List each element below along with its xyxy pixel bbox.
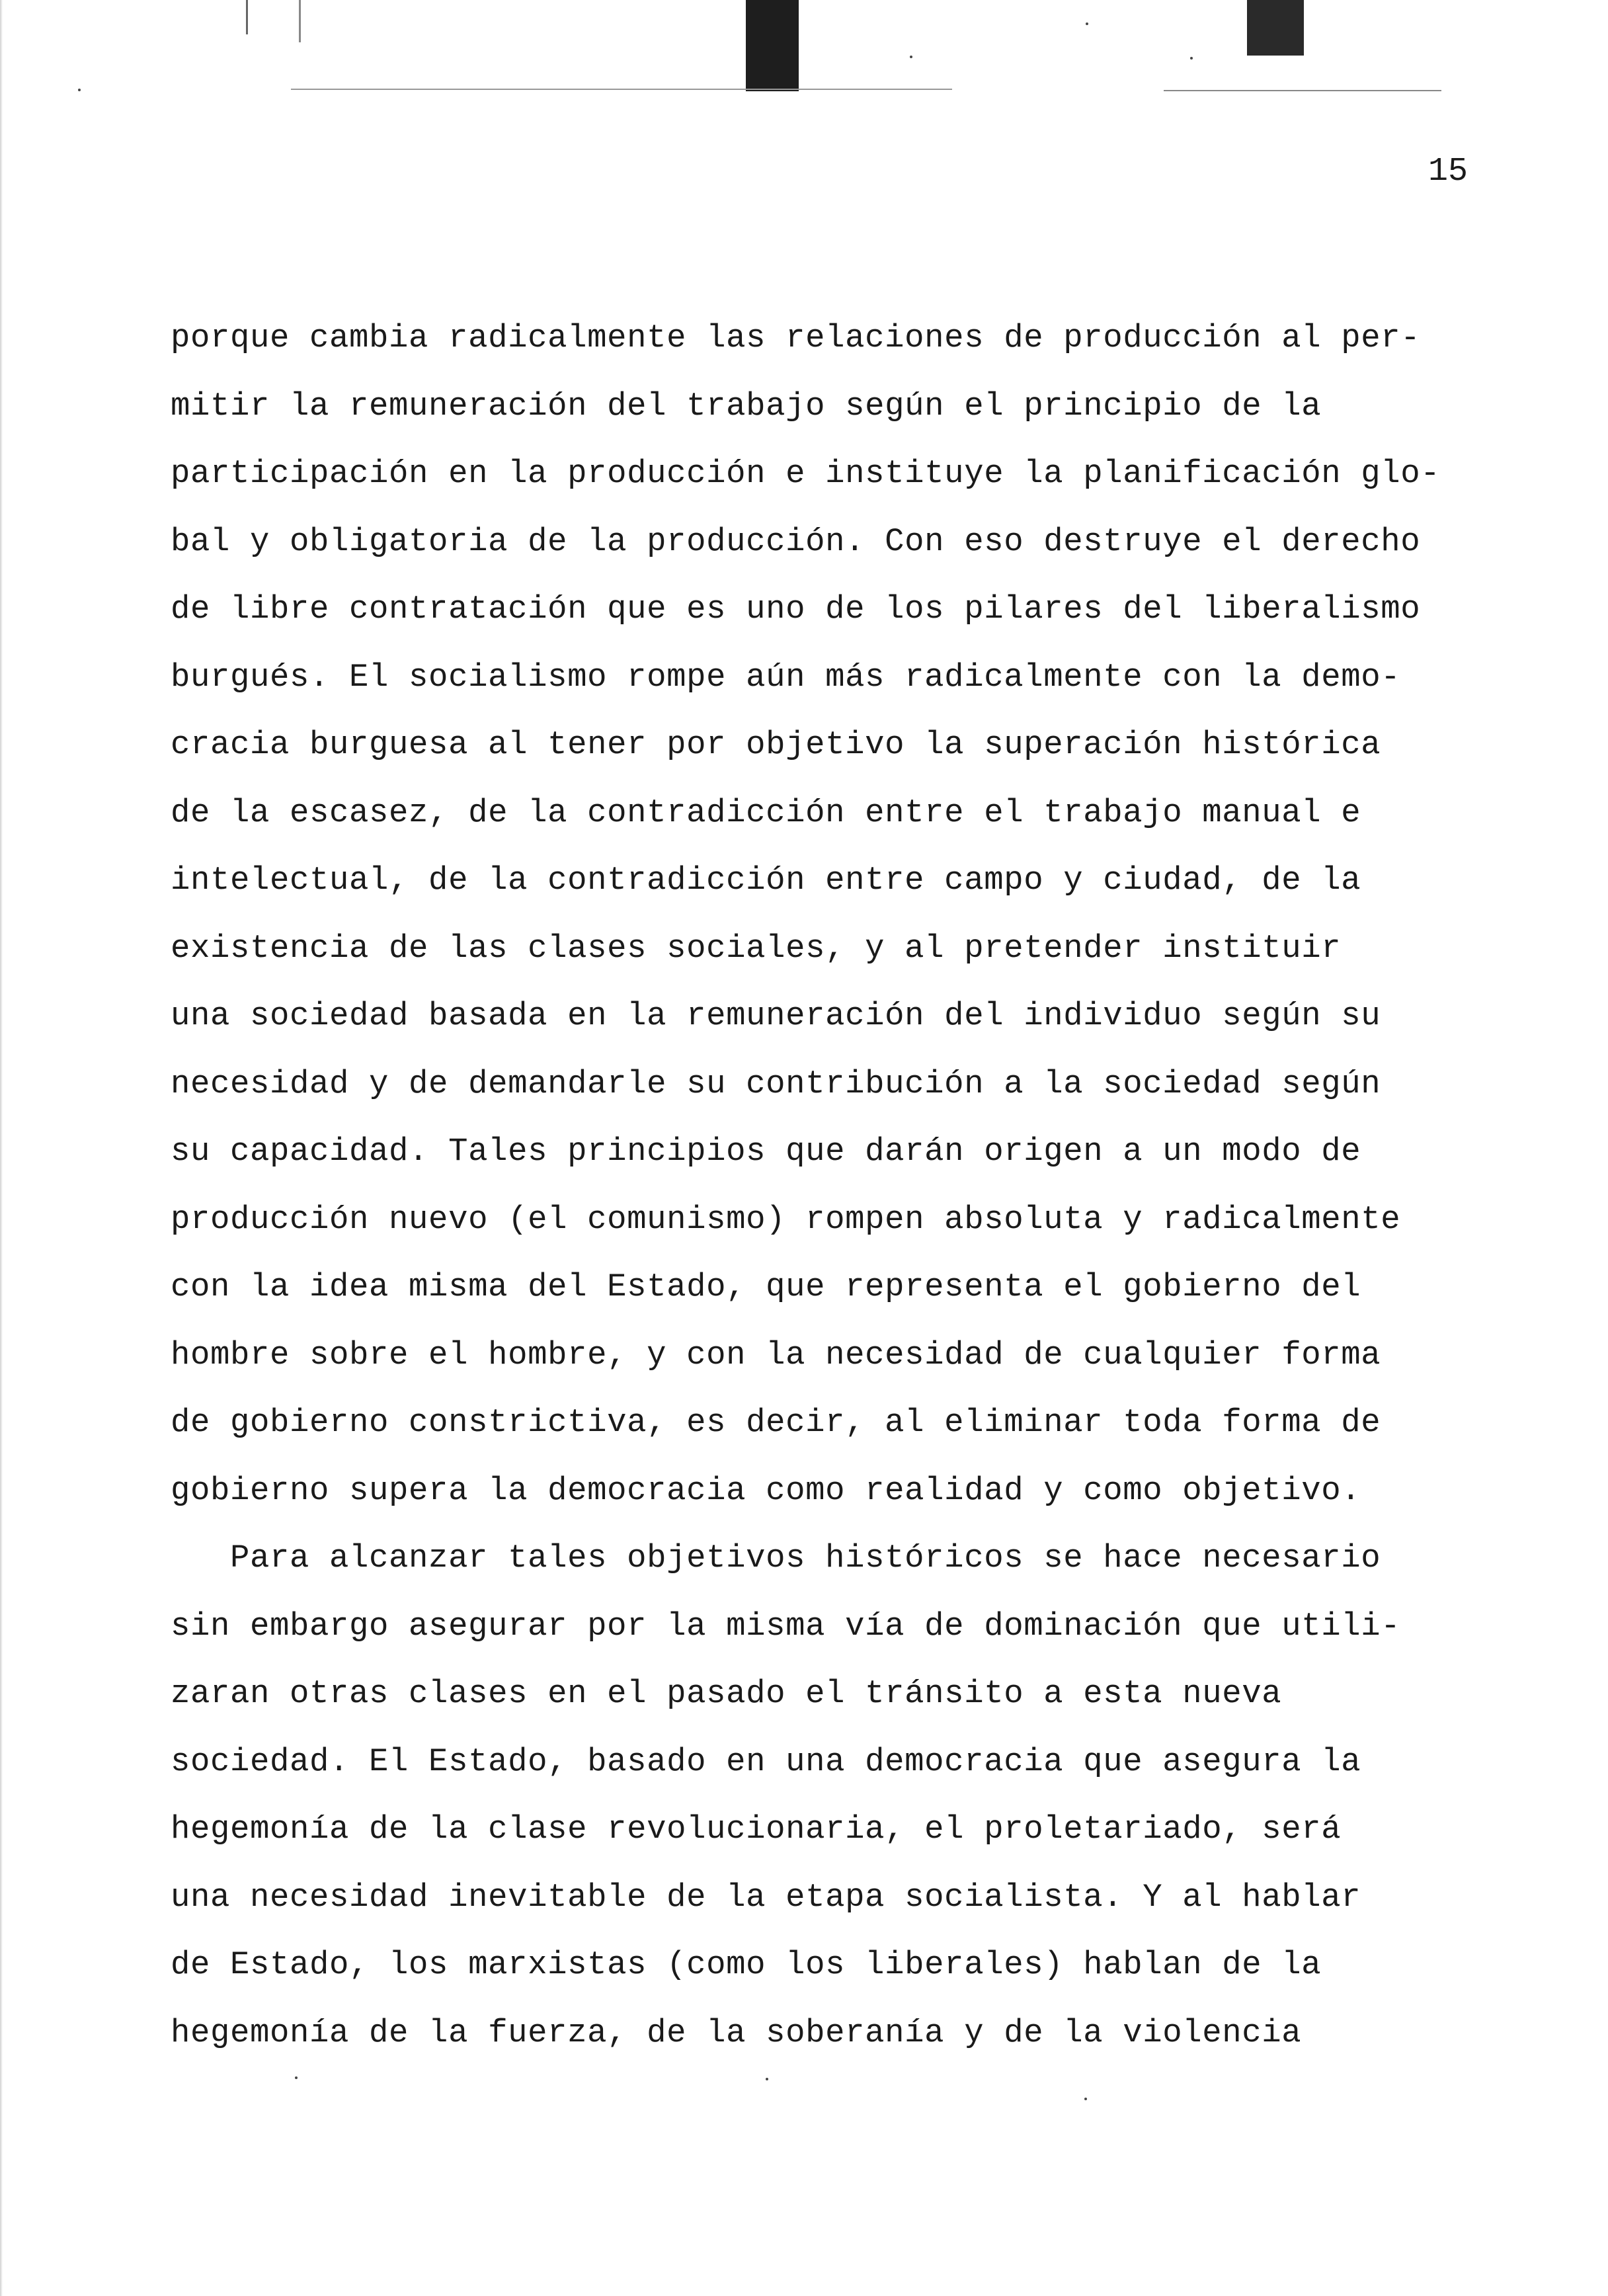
text-line: producción nuevo (el comunismo) rompen absoluta y radicalmente [171,1200,1401,1238]
scan-left-edge [0,0,3,2296]
scan-artifact [246,0,248,34]
text-line: hombre sobre el hombre, y con la necesidad de cualquier forma [171,1336,1381,1374]
text-line: Para alcanzar tales objetivos históricos se hace necesario [171,1539,1381,1577]
text-line: de libre contratación que es uno de los pilares del liberalismo [171,591,1421,628]
text-line: hegemonía de la clase revolucionaria, el proletariado, será [171,1811,1342,1848]
scan-artifact [766,2078,768,2080]
text-line: su capacidad. Tales principios que darán origen a un modo de [171,1133,1361,1170]
text-line: con la idea misma del Estado, que representa el gobierno del [171,1268,1361,1305]
scan-artifact [910,56,912,58]
text-line: de la escasez, de la contradicción entre el trabajo manual e [171,794,1361,831]
scan-artifact [295,2076,298,2079]
scan-artifact [1086,22,1088,25]
text-line: necesidad y de demandarle su contribución a la sociedad según [171,1065,1381,1102]
text-line: de Estado, los marxistas (como los liberales) hablan de la [171,1946,1322,1983]
text-line: burgués. El socialismo rompe aún más radicalmente con la demo- [171,658,1401,696]
text-line: bal y obligatoria de la producción. Con eso destruye el derecho [171,522,1421,560]
text-line: sociedad. El Estado, basado en una democracia que asegura la [171,1742,1361,1780]
scan-artifact [1084,2098,1087,2100]
text-line: porque cambia radicalmente las relaciones de producción al per- [171,319,1421,356]
body-text [171,304,1493,2067]
scan-artifact [1164,90,1441,91]
scan-artifact [291,89,952,90]
text-line: zaran otras clases en el pasado el tránsito a esta nueva [171,1675,1282,1712]
text-line: gobierno supera la democracia como realidad y como objetivo. [171,1471,1361,1509]
scan-artifact [1190,57,1193,60]
text-line: mitir la remuneración del trabajo según el principio de la [171,387,1322,425]
text-line: hegemonía de la fuerza, de la soberanía y de la violencia [171,2014,1302,2051]
scan-artifact [1247,0,1304,56]
text-line: intelectual, de la contradicción entre campo y ciudad, de la [171,862,1361,899]
text-line: cracia burguesa al tener por objetivo la superación histórica [171,726,1381,763]
scan-artifact [746,0,799,91]
text-line: participación en la producción e instituye la planificación glo- [171,455,1441,492]
text-line: existencia de las clases sociales, y al pretender instituir [171,929,1342,967]
text-line: sin embargo asegurar por la misma vía de dominación que utili- [171,1607,1401,1645]
text-line: una sociedad basada en la remuneración del individuo según su [171,997,1381,1034]
scan-artifact [299,0,301,42]
scan-artifact [78,89,81,91]
page-number: 15 [1428,153,1468,190]
text-line: una necesidad inevitable de la etapa socialista. Y al hablar [171,1878,1361,1916]
text-line: de gobierno constrictiva, es decir, al eliminar toda forma de [171,1404,1381,1441]
